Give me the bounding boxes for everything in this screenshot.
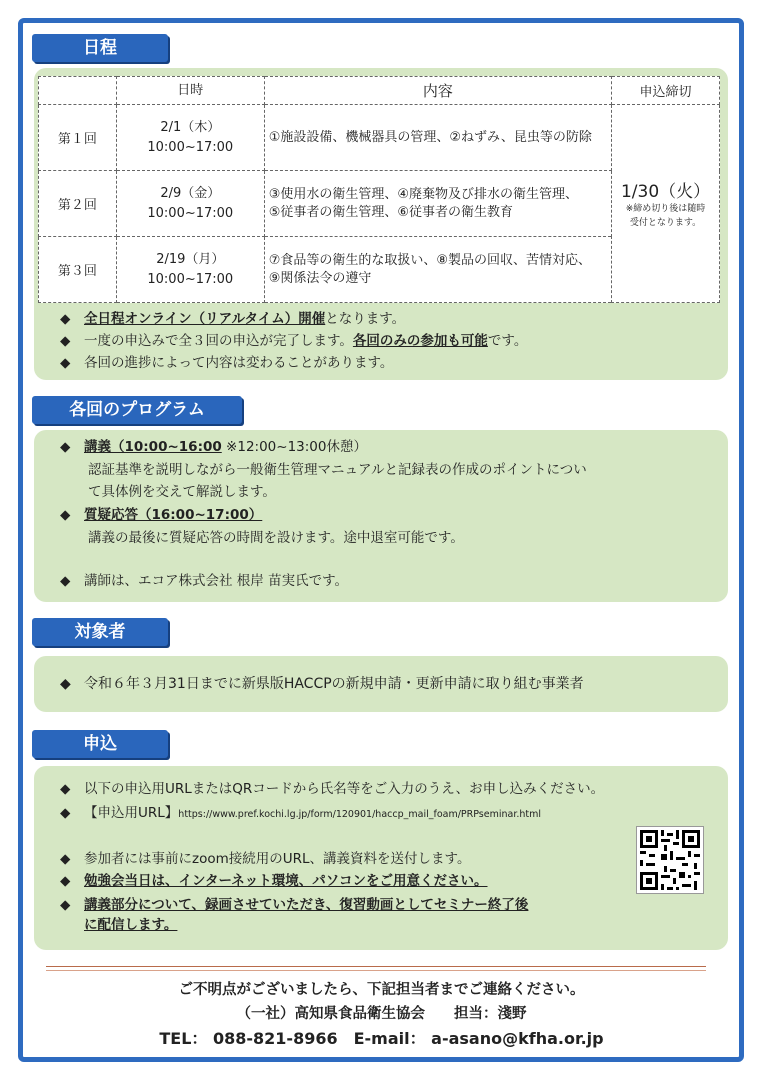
content-line: ①施設設備、機械器具の管理、②ねずみ、昆虫等の防除 [268, 129, 592, 145]
note-text: 各回の進捗によって内容は変わることがあります。 [84, 355, 394, 371]
apply-text: 以下の申込用URLまたはQRコードから氏名等をご入力のうえ、お申し込みください。 [84, 781, 605, 797]
program-lecture [60, 438, 367, 457]
lecture-description: 認証基準を説明しながら一般衛生管理マニュアルと記録表の作成のポイントについ [88, 462, 587, 478]
program-qa [60, 506, 262, 525]
note-text: 一度の申込みで全３回の申込が完了します。 [84, 333, 353, 349]
deadline-date: 1/30（火） [620, 182, 711, 202]
session-date: 2/19（月） [156, 251, 225, 267]
bullet-icon: ◆ [60, 781, 71, 797]
apply-text: 参加者には事前にzoom接続用のURL、講義資料を送付します。 [84, 851, 471, 867]
apply-emphasis: 勉強会当日は、インターネット環境、パソコンをご用意ください。 [84, 873, 488, 889]
session-datetime [116, 105, 264, 171]
apply-item-cont [84, 916, 177, 935]
lecture-description: て具体例を交えて解説します。 [88, 484, 276, 500]
bullet-icon: ◆ [60, 851, 71, 867]
col-header-content: 内容 [264, 77, 611, 105]
schedule-note [60, 354, 393, 373]
section-header-target: 対象者 [32, 618, 168, 646]
col-header-blank [39, 77, 117, 105]
deadline-note: ※締め切り後は随時 [625, 204, 706, 214]
content-line: ③使用水の衛生管理、④廃棄物及び排水の衛生管理、 [268, 186, 579, 202]
note-text: となります。 [325, 311, 406, 327]
table-row [39, 105, 720, 171]
qa-title: 質疑応答（16:00~17:00） [84, 507, 263, 523]
note-emphasis: 各回のみの参加も可能 [352, 333, 488, 349]
bullet-icon: ◆ [60, 355, 71, 371]
session-content [264, 237, 611, 303]
content-line: ⑨関係法令の遵守 [268, 270, 372, 286]
apply-item [60, 850, 470, 869]
section-header-program: 各回のプログラム [32, 396, 242, 424]
schedule-note [60, 310, 405, 329]
session-content [264, 105, 611, 171]
session-time: 10:00~17:00 [147, 205, 234, 221]
session-datetime [116, 171, 264, 237]
bullet-icon: ◆ [60, 439, 71, 455]
lecture-break: ※12:00~13:00休憩） [221, 439, 367, 455]
section-header-apply: 申込 [32, 730, 168, 758]
apply-item [60, 780, 604, 799]
schedule-note [60, 332, 527, 351]
apply-url-link[interactable]: https://www.pref.kochi.lg.jp/form/120901/haccp_mail_foam/PRPseminar.html [178, 809, 542, 820]
footer-organization: （一社）高知県食品衛生協会 担当：淺野 [236, 1006, 527, 1022]
bullet-icon: ◆ [60, 897, 71, 913]
lecture-title: 講義（10:00~16:00 [84, 439, 222, 455]
session-content [264, 171, 611, 237]
apply-item [60, 872, 488, 891]
apply-emphasis: に配信します。 [84, 917, 178, 933]
apply-emphasis: 講義部分について、録画させていただき、復習動画としてセミナー終了後 [84, 897, 529, 913]
col-header-datetime: 日時 [116, 77, 264, 105]
bullet-icon: ◆ [60, 507, 71, 523]
divider [46, 966, 706, 967]
schedule-table [38, 76, 720, 303]
bullet-icon: ◆ [60, 333, 71, 349]
divider [46, 970, 706, 971]
program-lecturer [60, 572, 348, 591]
section-header-schedule: 日程 [32, 34, 168, 62]
footer-contact-info: TEL： 088-821-8966 E-mail： a-asano@kfha.or.jp [159, 1029, 604, 1048]
content-line: ⑦食品等の衛生的な取扱い、⑧製品の回収、苦情対応、 [268, 252, 592, 268]
apply-item [60, 896, 528, 915]
target-text: 令和６年３月31日までに新県版HACCPの新規申請・更新申請に取り組む事業者 [84, 676, 584, 692]
qr-code-icon[interactable] [636, 826, 704, 894]
url-label: 【申込用URL】 [84, 805, 179, 821]
note-emphasis: 全日程オンライン（リアルタイム）開催 [84, 311, 326, 327]
content-line: ⑤従事者の衛生管理、⑥従事者の衛生教育 [268, 204, 514, 220]
bullet-icon: ◆ [60, 873, 71, 889]
session-date: 2/9（金） [160, 185, 221, 201]
bullet-icon: ◆ [60, 805, 71, 821]
col-header-deadline: 申込締切 [612, 77, 720, 105]
note-text: です。 [487, 333, 528, 349]
bullet-icon: ◆ [60, 311, 71, 327]
session-time: 10:00~17:00 [147, 139, 234, 155]
deadline-cell [612, 105, 720, 303]
bullet-icon: ◆ [60, 676, 71, 692]
target-item [60, 675, 584, 694]
footer-contact-note: ご不明点がございましたら、下記担当者までご連絡ください。 [178, 982, 585, 998]
qa-description: 講義の最後に質疑応答の時間を設けます。途中退室可能です。 [88, 530, 464, 546]
apply-item [60, 804, 541, 824]
bullet-icon: ◆ [60, 573, 71, 589]
lecturer-text: 講師は、エコア株式会社 根岸 苗実氏です。 [84, 573, 349, 589]
session-datetime [116, 237, 264, 303]
session-label: 第３回 [39, 237, 117, 303]
session-label: 第１回 [39, 105, 117, 171]
deadline-note: 受付となります。 [629, 218, 702, 228]
session-label: 第２回 [39, 171, 117, 237]
session-time: 10:00~17:00 [147, 271, 234, 287]
session-date: 2/1（木） [160, 119, 221, 135]
